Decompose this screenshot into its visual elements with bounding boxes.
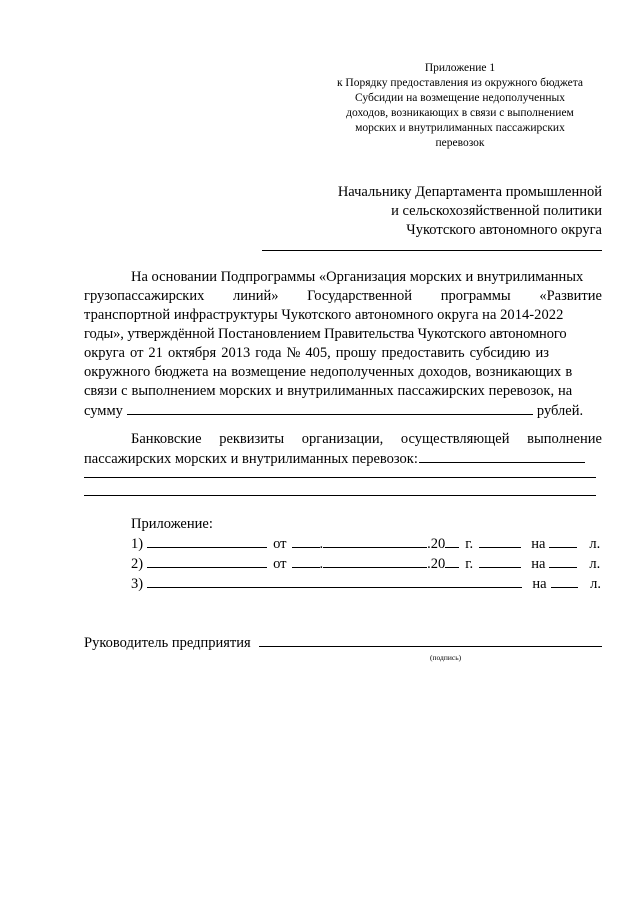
pages-field[interactable] — [549, 534, 577, 548]
appendix-line: Приложение 1 — [424, 62, 496, 74]
appendix-line: морских и внутрилиманных пассажирских — [355, 122, 565, 134]
bank-line — [84, 430, 602, 449]
sum-row — [84, 401, 602, 421]
attachments-title: Приложение: — [131, 516, 213, 532]
pages-label: л. — [590, 576, 601, 592]
month-field[interactable] — [323, 554, 427, 568]
bank-row — [84, 449, 602, 469]
year-suffix: г. — [465, 556, 474, 572]
day-field[interactable] — [292, 554, 320, 568]
bank-details — [84, 430, 602, 469]
on-label: на — [531, 536, 546, 552]
bank-word: осуществляющей — [400, 431, 510, 447]
doc-name-field[interactable] — [147, 534, 267, 548]
appendix-line: перевозок — [435, 137, 485, 149]
request-line: годы», утверждённой Постановлением Правительства Чукотского автономного — [84, 326, 567, 342]
request-line: округа от 21 октября 2013 года № 405, прошу предоставить субсидию из — [84, 345, 550, 361]
sum-field[interactable] — [127, 401, 533, 415]
date-separator: . — [319, 536, 324, 552]
signature-caption: (подпись) — [430, 653, 462, 662]
item-number: 3) — [131, 576, 144, 592]
attachment-item — [131, 574, 601, 594]
bank-word: Банковские — [131, 431, 202, 447]
year-prefix: .20 — [427, 556, 446, 572]
request-word: линий» — [233, 288, 279, 304]
appendix-line: Субсидии на возмещение недополученных — [355, 92, 565, 104]
request-word: «Развитие — [539, 288, 602, 304]
on-label: на — [531, 556, 546, 572]
from-label: от — [273, 536, 287, 552]
item-number: 1) — [131, 536, 144, 552]
bank-details-field[interactable] — [419, 449, 585, 463]
number-field[interactable] — [479, 534, 521, 548]
bank-word: выполнение — [527, 431, 602, 447]
addressee-line: и сельскохозяйственной политики — [391, 203, 602, 219]
month-field[interactable] — [323, 534, 427, 548]
request-word: Государственной — [307, 288, 413, 304]
item-number: 2) — [131, 556, 144, 572]
addressee-line: Начальнику Департамента промышленной — [337, 184, 602, 200]
sum-label: сумму — [84, 403, 123, 419]
bank-word: организации, — [301, 431, 384, 447]
day-field[interactable] — [292, 534, 320, 548]
from-label: от — [273, 556, 287, 572]
attachments-list — [131, 515, 601, 594]
attachment-item — [131, 534, 601, 554]
appendix-line: к Порядку предоставления из окружного бюджета — [336, 77, 584, 89]
attachment-item — [131, 554, 601, 574]
year-suffix: г. — [465, 536, 474, 552]
appendix-header — [300, 61, 620, 151]
currency-label: рублей. — [536, 403, 584, 419]
bank-label: пассажирских морских и внутрилиманных перевозок: — [84, 451, 418, 467]
appendix-line: доходов, возникающих в связи с выполнением — [346, 107, 574, 119]
addressee-name-field[interactable] — [262, 250, 602, 251]
pages-field[interactable] — [549, 554, 577, 568]
signature-row — [84, 633, 602, 653]
year-field[interactable] — [445, 554, 459, 568]
request-paragraph — [84, 268, 602, 421]
addressee-line: Чукотского автономного округа — [406, 222, 602, 238]
signature-label: Руководитель предприятия — [84, 635, 251, 651]
pages-label: л. — [589, 536, 601, 552]
request-word: грузопассажирских — [84, 288, 205, 304]
year-prefix: .20 — [427, 536, 446, 552]
pages-label: л. — [589, 556, 601, 572]
date-separator: . — [319, 556, 324, 572]
request-line: На основании Подпрограммы «Организация морских и внутрилиманных — [131, 269, 584, 285]
doc-name-field[interactable] — [147, 554, 267, 568]
request-line: транспортной инфраструктуры Чукотского автономного округа на 2014-2022 — [84, 307, 564, 323]
number-field[interactable] — [479, 554, 521, 568]
request-line — [84, 287, 602, 306]
bank-details-line[interactable] — [84, 477, 596, 478]
on-label: на — [532, 576, 547, 592]
request-word: программы — [440, 288, 511, 304]
signature-field[interactable] — [259, 633, 602, 647]
signature-line — [84, 633, 602, 653]
addressee-block — [338, 183, 602, 240]
year-field[interactable] — [445, 534, 459, 548]
bank-word: реквизиты — [219, 431, 285, 447]
pages-field[interactable] — [551, 574, 579, 588]
bank-details-line[interactable] — [84, 495, 596, 496]
request-line: окружного бюджета на возмещение недополученных доходов, возникающих в — [84, 364, 573, 380]
doc-name-field[interactable] — [147, 574, 522, 588]
request-line: связи с выполнением морских и внутрилиманных пассажирских перевозок, на — [84, 383, 573, 399]
